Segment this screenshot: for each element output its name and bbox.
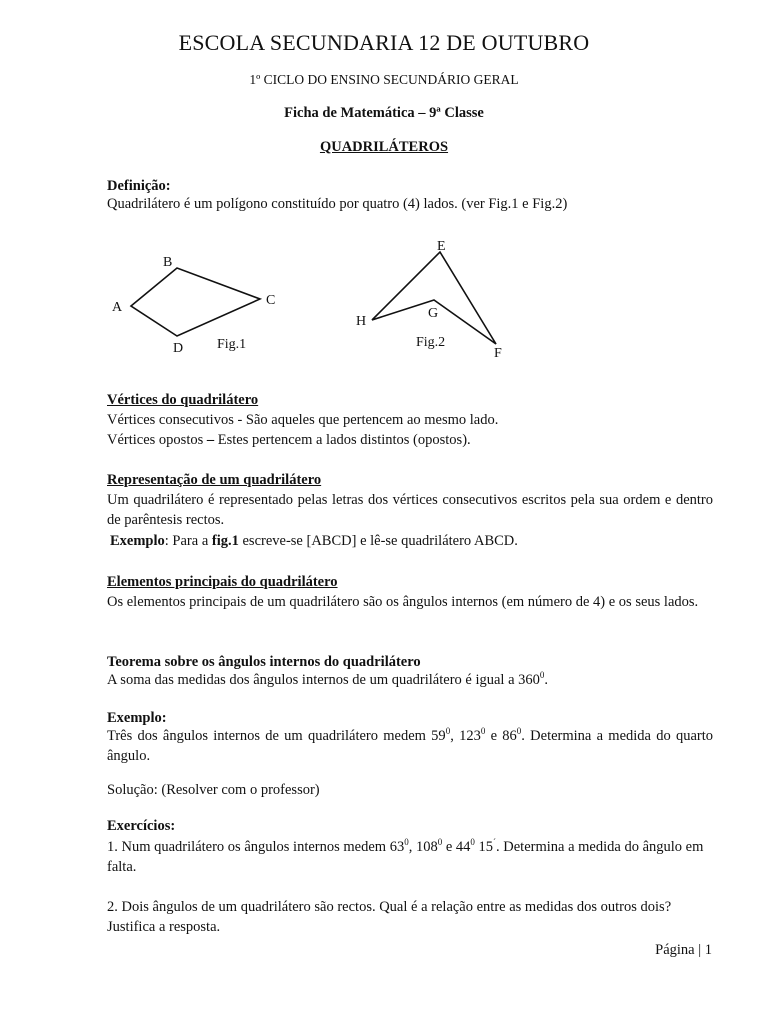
vertices-consecutive: Vértices consecutivos - São aqueles que pertencem ao mesmo lado. <box>107 412 499 428</box>
vertex-label-b: B <box>163 255 173 270</box>
elements-heading: Elementos principais do quadrilátero <box>107 574 338 590</box>
quadrilateral-efgh <box>372 252 496 344</box>
representation-heading: Representação de um quadrilátero <box>107 472 322 488</box>
exercise-2: 2. Dois ângulos de um quadrilátero são rectos. Qual é a relação entre as medidas dos outros dois? Justifica a resposta. <box>107 899 672 935</box>
figure-1 <box>112 255 275 356</box>
example-text: Três dos ângulos internos de um quadrilátero medem $59^0$, $123^0$ e $86^0$. Determina a medida do quarto ângulo. <box>107 726 714 764</box>
definition-heading: Definição: <box>107 178 171 194</box>
figure-2 <box>356 239 502 361</box>
school-name: ESCOLA SECUNDARIA 12 DE OUTUBRO <box>178 30 590 55</box>
vertex-label-a: A <box>112 300 123 315</box>
page-number: Página | 1 <box>655 942 712 958</box>
vertices-opposite: Vértices opostos – Estes pertencem a lados distintos (opostos). <box>107 432 471 448</box>
vertex-label-h: H <box>356 314 367 329</box>
quadrilateral-abcd <box>131 268 260 336</box>
exercise-1: 1. Num quadrilátero os ângulos internos medem $63^0$, $108^0$ e $44^0$ 15´. Determina a medida do ângulo em falta. <box>107 837 704 875</box>
solution-text: Solução: (Resolver com o professor) <box>107 782 320 798</box>
vertices-heading: Vértices do quadrilátero <box>107 392 259 408</box>
exercises-heading: Exercícios: <box>107 818 176 834</box>
example-heading: Exemplo: <box>107 710 167 726</box>
vertex-label-e: E <box>437 239 446 254</box>
elements-text: Os elementos principais de um quadrilátero são os ângulos internos (em número de 4) e os seus lados. <box>107 594 699 610</box>
definition-text: Quadrilátero é um polígono constituído por quatro (4) lados. (ver Fig.1 e Fig.2) <box>107 196 568 212</box>
quadrilateral-figures <box>100 232 540 364</box>
vertex-label-f: F <box>494 346 502 361</box>
vertex-label-g: G <box>428 306 439 321</box>
representation-example: Exemplo: Para a fig.1 escreve-se [ABCD] e lê-se quadrilátero ABCD. <box>110 533 518 549</box>
figure-1-caption: Fig.1 <box>217 337 247 352</box>
figure-2-caption: Fig.2 <box>416 335 446 350</box>
representation-text: Um quadrilátero é representado pelas letras dos vértices consecutivos escritos pela sua ordem e dentro de parêntesis rectos. <box>107 492 713 528</box>
theorem-text: A soma das medidas dos ângulos internos de um quadrilátero é igual a $360^0$. <box>107 670 549 688</box>
vertex-label-c: C <box>266 293 276 308</box>
worksheet-title: Ficha de Matemática – 9ª Classe <box>284 105 484 121</box>
vertex-label-d: D <box>173 341 184 356</box>
theorem-heading: Teorema sobre os ângulos internos do quadrilátero <box>107 654 421 670</box>
topic-title: QUADRILÁTEROS <box>319 139 449 155</box>
education-cycle: 1º CICLO DO ENSINO SECUNDÁRIO GERAL <box>249 72 519 87</box>
